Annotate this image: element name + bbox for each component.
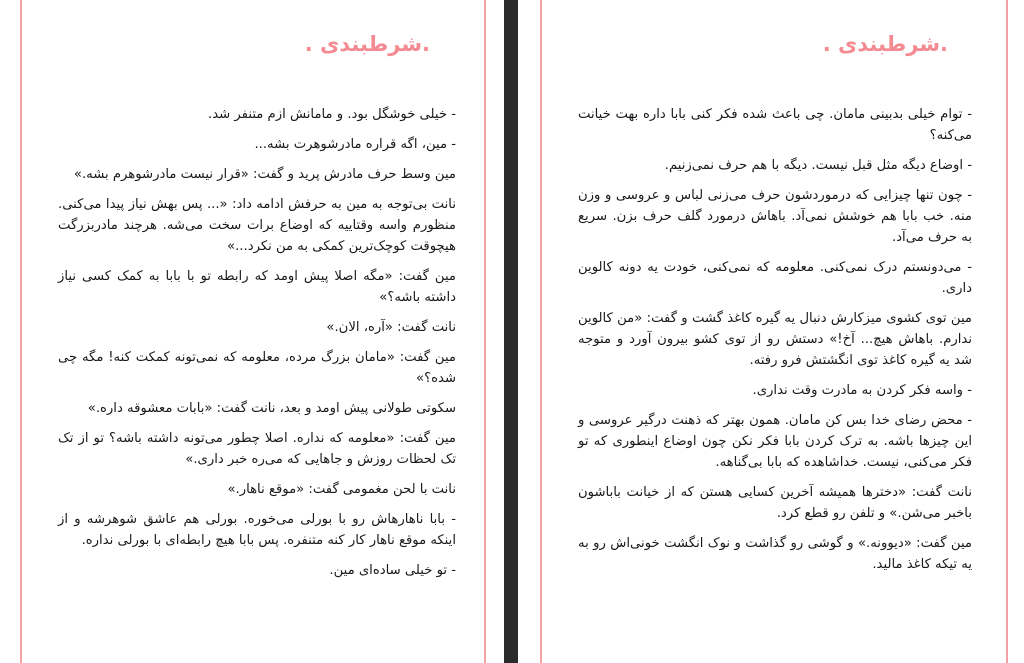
paragraph: نانت بی‌توجه به مین به حرفش ادامه داد: «... پس بهش نیاز پیدا می‌کنی. منظورم واسه وقتاییه که اوضاع برات سخت می‌شه. هرچند مادربزرگت هیچوقت کوچک‌ترین کمکی به من نکرد...» — [58, 197, 456, 254]
paragraph: - می‌دونستم درک نمی‌کنی. معلومه که نمی‌کنی، خودت یه دونه کالوین داری. — [578, 260, 972, 296]
right-margin-line — [1006, 0, 1008, 663]
paragraph: نانت با لحن مغمومی گفت: «موقع ناهار.» — [227, 482, 456, 497]
paragraph: مین گفت: «مگه اصلا پیش اومد که رابطه تو با بابا به کمک کسی نیاز داشته باشه؟» — [58, 269, 456, 305]
paragraph: سکوتی طولانی پیش اومد و بعد، نانت گفت: «بابات معشوقه داره.» — [87, 401, 456, 416]
paragraph: مین گفت: «معلومه که نداره. اصلا چطور می‌تونه داشته باشه؟ تو از تک تک لحظات روزش و جاهایی که می‌ره خبر داری.» — [58, 431, 456, 467]
paragraph: - خیلی خوشگل بود. و مامانش ازم متنفر شد. — [208, 107, 456, 122]
page-body — [578, 104, 972, 584]
left-page — [0, 0, 504, 663]
paragraph: - تو خیلی ساده‌ای مین. — [329, 563, 456, 578]
page-body — [58, 104, 456, 590]
left-margin-line — [20, 0, 22, 663]
paragraph: - بابا ناهارهاش رو با بورلی می‌خوره. بورلی هم عاشق شوهرشه و از اینکه موقع ناهار کار کنه متنفره. پس بابا هیچ رابطه‌ای با بورلی نداره. — [58, 512, 456, 548]
paragraph: نانت گفت: «آره، الان.» — [326, 320, 456, 335]
left-margin-line — [540, 0, 542, 663]
paragraph: مین وسط حرف مادرش پرید و گفت: «قرار نیست مادرشوهرم بشه.» — [73, 167, 456, 182]
paragraph: - واسه فکر کردن به مادرت وقت نداری. — [752, 383, 972, 398]
page-title: .شرطبندی . — [822, 32, 948, 56]
right-margin-line — [484, 0, 486, 663]
paragraph: مین گفت: «دیوونه.» و گوشی رو گذاشت و نوک انگشت خونی‌اش رو به یه تیکه کاغذ مالید. — [578, 536, 972, 572]
paragraph: - اوضاع دیگه مثل قبل نیست. دیگه با هم حرف نمی‌زنیم. — [664, 158, 972, 173]
paragraph: - توام خیلی بدبینی مامان. چی باعث شده فکر کنی بابا داره بهت خیانت می‌کنه؟ — [578, 107, 972, 143]
page-title: .شرطبندی . — [304, 32, 430, 56]
paragraph: مین توی کشوی میزکارش دنبال یه گیره کاغذ گشت و گفت: «من کالوین ندارم. باهاش هیچ... آخ!» دستش رو از توی کشو بیرون آورد و متوجه شد یه گیره کاغذ توی انگشتش فرو رفته. — [578, 311, 972, 368]
paragraph: مین گفت: «مامان بزرگ مرده، معلومه که نمی‌تونه کمکت کنه! مگه چی شده؟» — [58, 350, 456, 386]
paragraph: نانت گفت: «دخترها همیشه آخرین کسایی هستن که از خیانت باباشون باخبر می‌شن.» و تلفن رو قطع کرد. — [578, 485, 972, 521]
right-page — [518, 0, 1024, 663]
paragraph: - مین، اگه قراره مادرشوهرت بشه... — [254, 137, 456, 152]
paragraph: - چون تنها چیزایی که درموردشون حرف می‌زنی لباس و عروسی و وزن منه. خب بابا هم خوشش نمی‌آد. باهاش درمورد گلف حرف بزن. سریع به حرف می‌آد. — [578, 188, 972, 245]
paragraph: - محض رضای خدا بس کن مامان. همون بهتر که ذهنت درگیر عروسی و این چیزها باشه. به ترک کردن بابا فکر نکن چون اوضاع اینطوری که تو فکر می‌کنی، نیست. خداشاهده که بابا بی‌گناهه. — [578, 413, 972, 470]
